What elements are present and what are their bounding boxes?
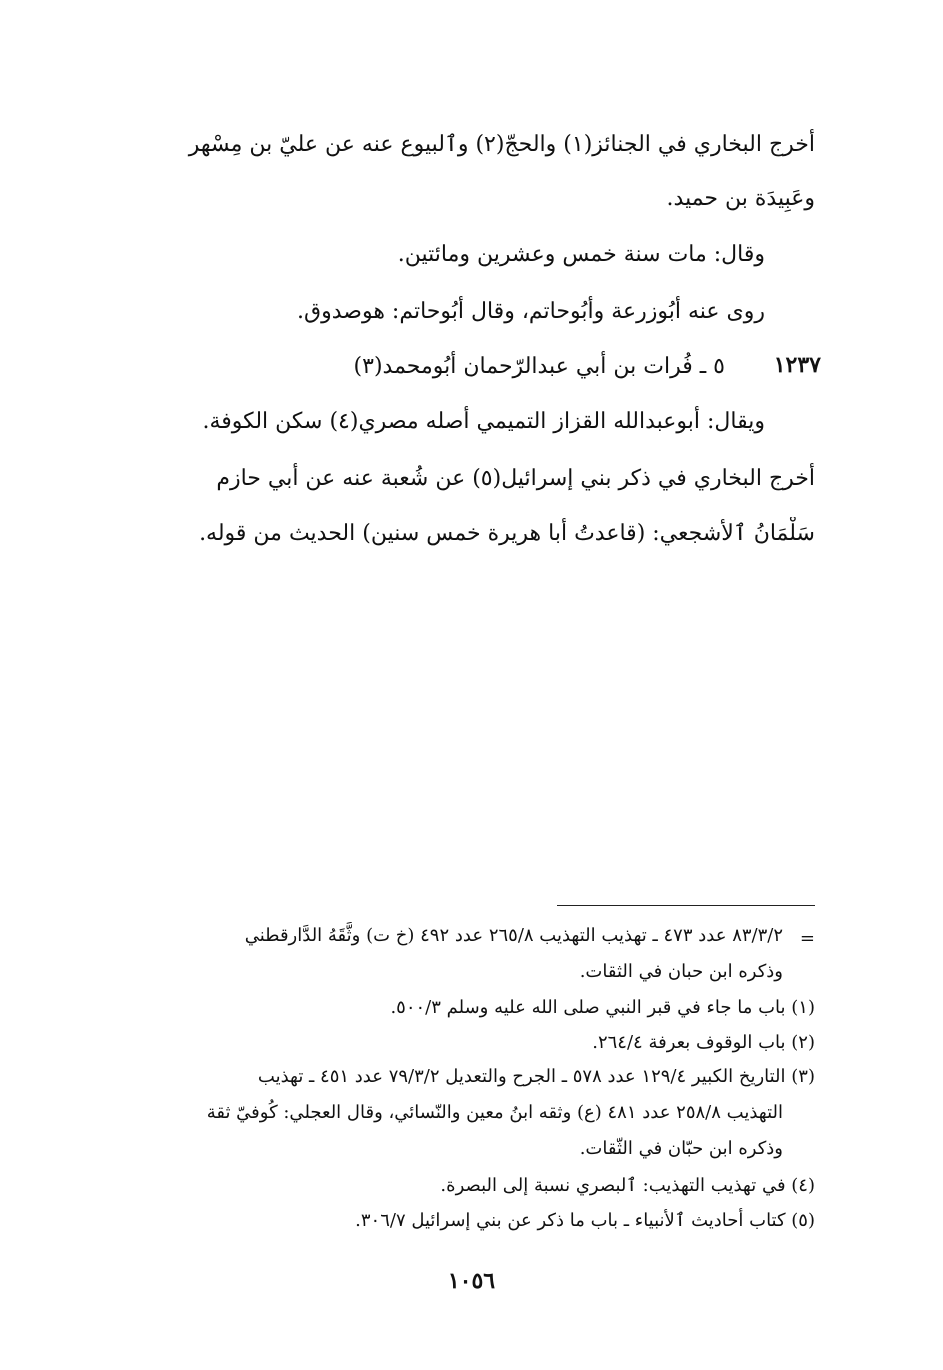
entry-heading: ٥ ـ فُرات بن أبي عبدالرّحمان أبُومحمد(٣)	[353, 354, 725, 379]
main-line-8: سَلْمَانُ ٱلأشجعي: (قاعدتُ أبا هريرة خمس سنين) الحديث من قوله.	[199, 521, 815, 546]
footnote-3-cont-2: وذكره ابن حبّان في الثّقات.	[579, 1138, 783, 1159]
footnote-5: (٥) كتاب أحاديث ٱلأنبياء ـ باب ما ذكر عن بني إسرائيل ٣٠٦/٧.	[355, 1210, 815, 1231]
main-line-2: وعَبِيدَة بن حميد.	[666, 186, 815, 211]
main-line-3: وقال: مات سنة خمس وعشرين ومائتين.	[397, 242, 765, 267]
main-line-4: روى عنه أبُوزرعة وأبُوحاتم، وقال أبُوحاتم: هوصدوق.	[297, 299, 765, 324]
entry-number: ١٢٣٧	[773, 352, 821, 378]
footnote-4: (٤) في تهذيب التهذيب: ٱلبصري نسبة إلى البصرة.	[440, 1175, 815, 1196]
main-line-7: أخرج البخاري في ذكر بني إسرائيل(٥) عن شُعبة عنه عن أبي حازم	[216, 466, 815, 491]
footnote-line-2: وذكره ابن حبان في الثقات.	[579, 961, 783, 982]
page-number: ١٠٥٦	[447, 1268, 496, 1294]
main-line-1: أخرج البخاري في الجنائز(١) والحجّ(٢) وٱلبيوع عنه عن عليّ بن مِسْهر	[188, 132, 815, 157]
footnote-3: (٣) التاريخ الكبير ١٢٩/٤ عدد ٥٧٨ ـ الجرح والتعديل ٧٩/٣/٢ عدد ٤٥١ ـ تهذيب	[257, 1066, 815, 1087]
footnote-1: (١) باب ما جاء في قبر النبي صلى الله عليه وسلم ٥٠٠/٣.	[390, 997, 815, 1018]
footnote-3-cont-1: التهذيب ٢٥٨/٨ عدد ٤٨١ (ع) وثقه ابنُ معين والنّسائي، وقال العجلي: كُوفيّ ثقة	[206, 1102, 783, 1123]
footnote-line-1: ٨٣/٣/٢ عدد ٤٧٣ ـ تهذيب التهذيب ٢٦٥/٨ عدد ٤٩٢ (خ ت) وثَّقَهُ الدَّارقطني	[244, 925, 783, 946]
footnote-continuation-mark: =	[799, 928, 815, 949]
main-line-6: ويقال: أبوعبدالله القزاز التميمي أصله مصري(٤) سكن الكوفة.	[202, 409, 765, 434]
footnote-2: (٢) باب الوقوف بعرفة ٢٦٤/٤.	[592, 1032, 815, 1053]
footnote-separator	[557, 905, 815, 906]
